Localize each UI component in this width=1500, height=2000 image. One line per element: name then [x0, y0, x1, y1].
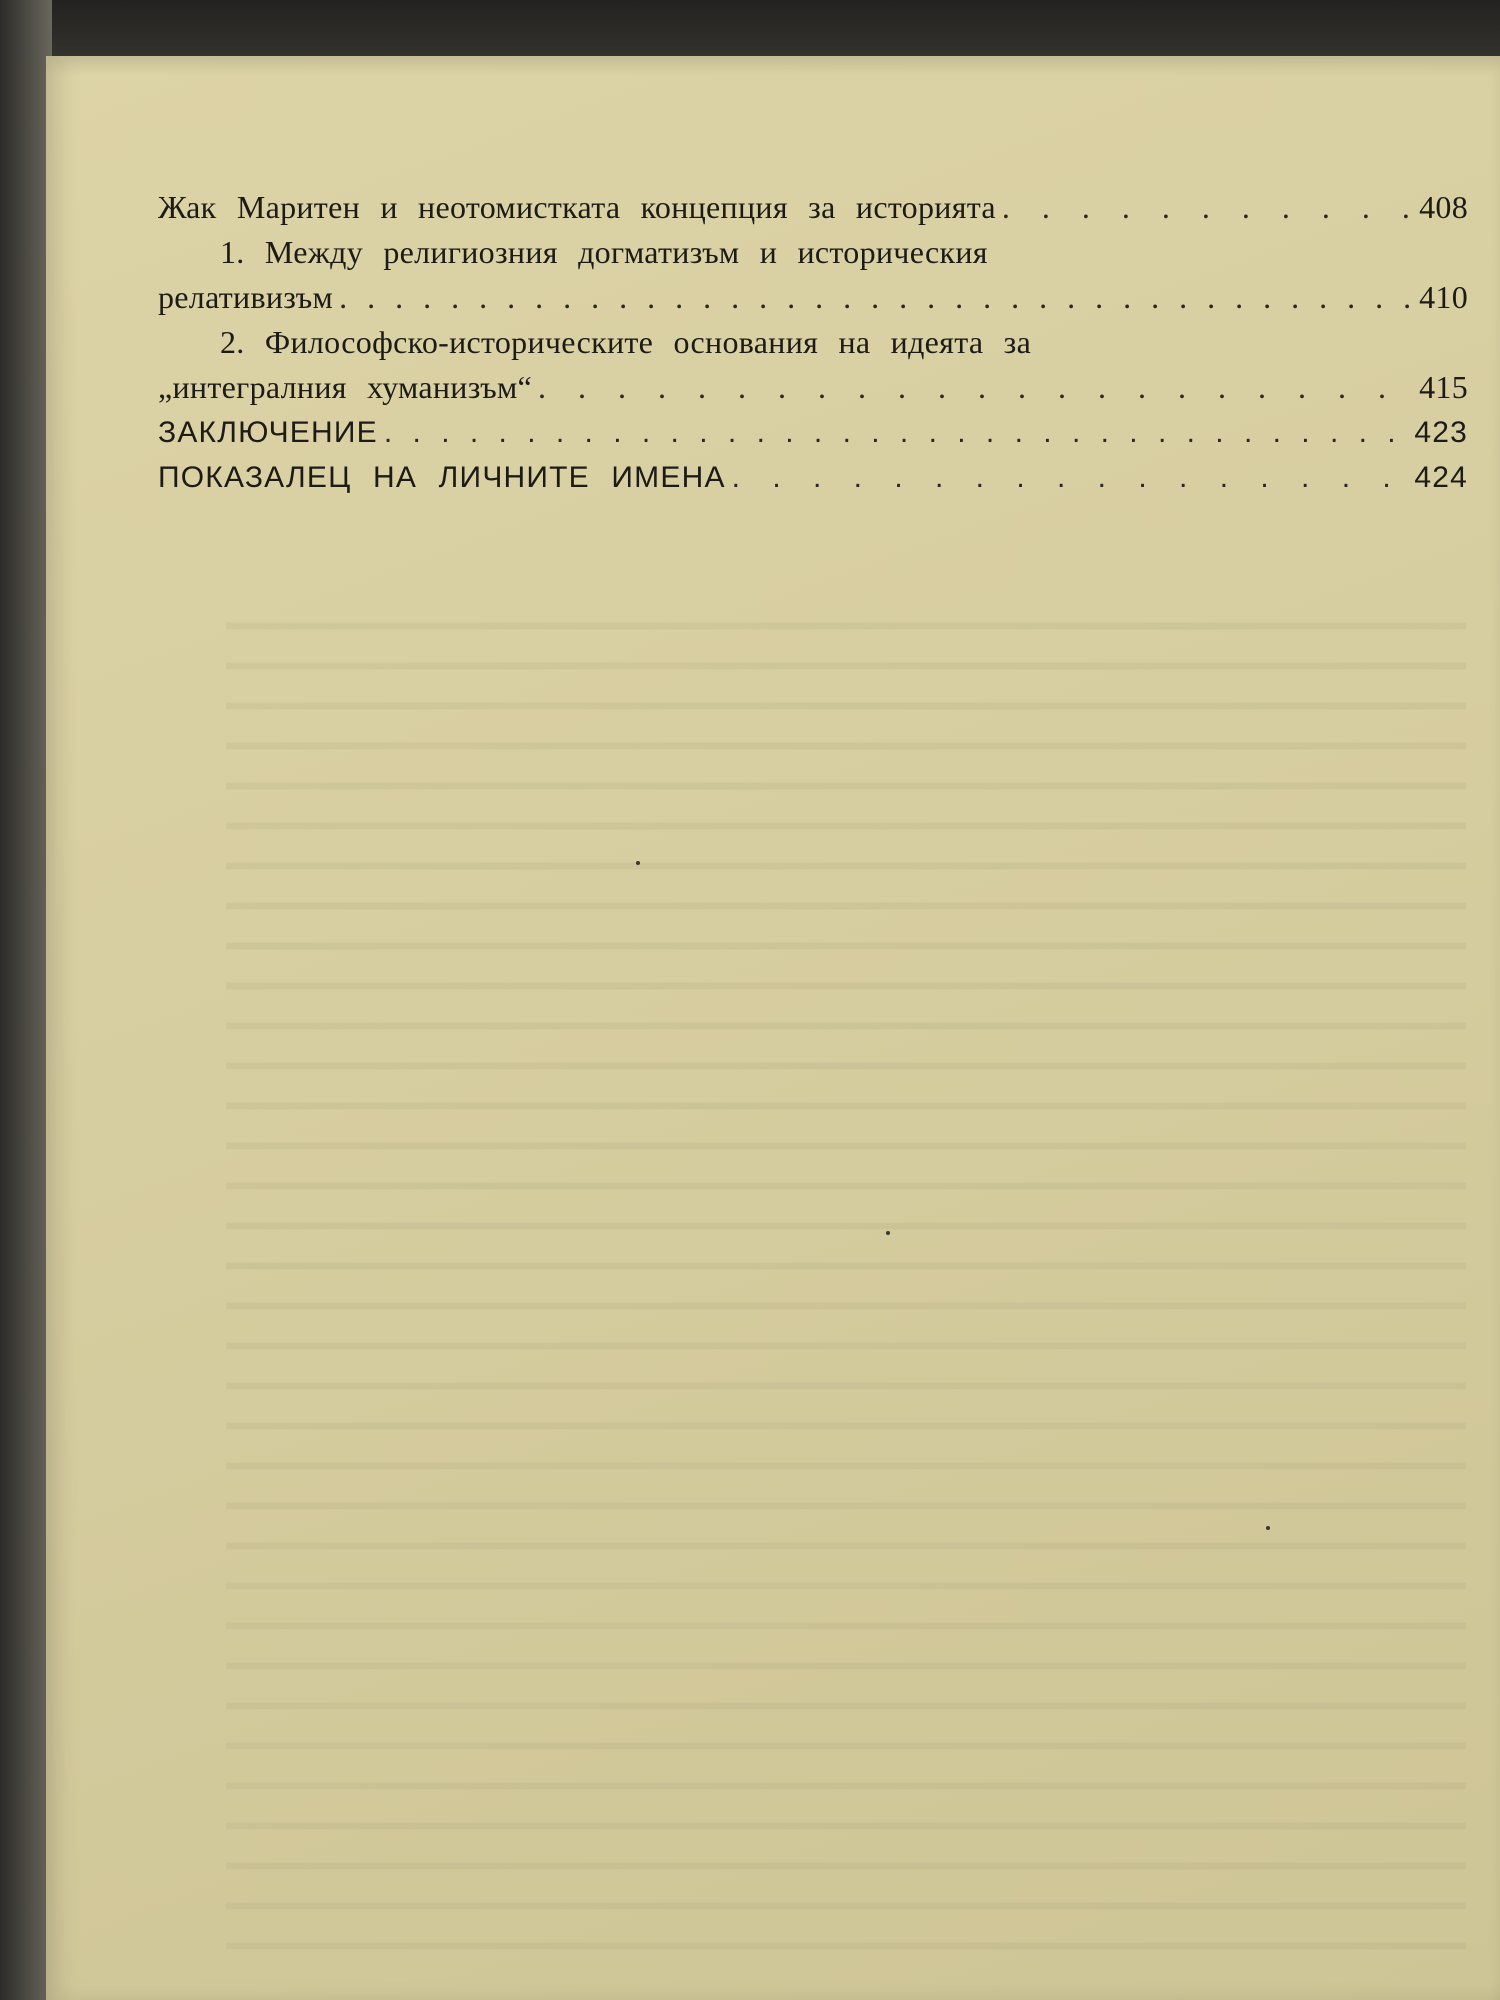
dot-leader: [538, 365, 1410, 410]
toc-page-number: 410: [1419, 279, 1468, 315]
toc-page-number: 424: [1414, 461, 1468, 494]
toc-page-number: 423: [1414, 416, 1468, 449]
toc-entry-name-index[interactable]: [158, 455, 1468, 500]
dot-leader: [1002, 185, 1410, 230]
speck: [886, 1231, 890, 1235]
bleed-through-text: [226, 596, 1466, 1956]
background-left: [0, 0, 52, 2000]
dot-leader: [732, 455, 1409, 500]
table-of-contents: [158, 185, 1468, 500]
toc-entry-humanism-line2[interactable]: [158, 365, 1468, 410]
toc-entry-title: Жак Маритен и неотомистката концепция за историята: [158, 189, 996, 225]
toc-page-number: 415: [1419, 369, 1468, 405]
dot-leader: [339, 275, 1410, 320]
toc-entry-dogmatism-line2[interactable]: [158, 275, 1468, 320]
toc-entry-humanism-line1[interactable]: [158, 320, 1468, 365]
speck: [1266, 1526, 1270, 1530]
dot-leader: [384, 410, 1408, 455]
toc-entry-title: ПОКАЗАЛЕЦ НА ЛИЧНИТЕ ИМЕНА: [158, 461, 726, 494]
toc-entry-title-continued: „интегралния хуманизъм“: [158, 369, 533, 405]
toc-page-number: 408: [1419, 189, 1468, 225]
toc-entry-dogmatism-line1[interactable]: [158, 230, 1468, 275]
toc-entry-conclusion[interactable]: [158, 410, 1468, 455]
toc-entry-title: ЗАКЛЮЧЕНИЕ: [158, 416, 378, 449]
toc-entry-maritain[interactable]: [158, 185, 1468, 230]
toc-entry-title-continued: релативизъм: [158, 279, 334, 315]
background-top: [0, 0, 1500, 60]
toc-entry-title: 2. Философско-историческите основания на идеята за: [220, 324, 1032, 360]
toc-entry-title: 1. Между религиозния догматизъм и историческия: [220, 234, 988, 270]
speck: [636, 861, 640, 865]
